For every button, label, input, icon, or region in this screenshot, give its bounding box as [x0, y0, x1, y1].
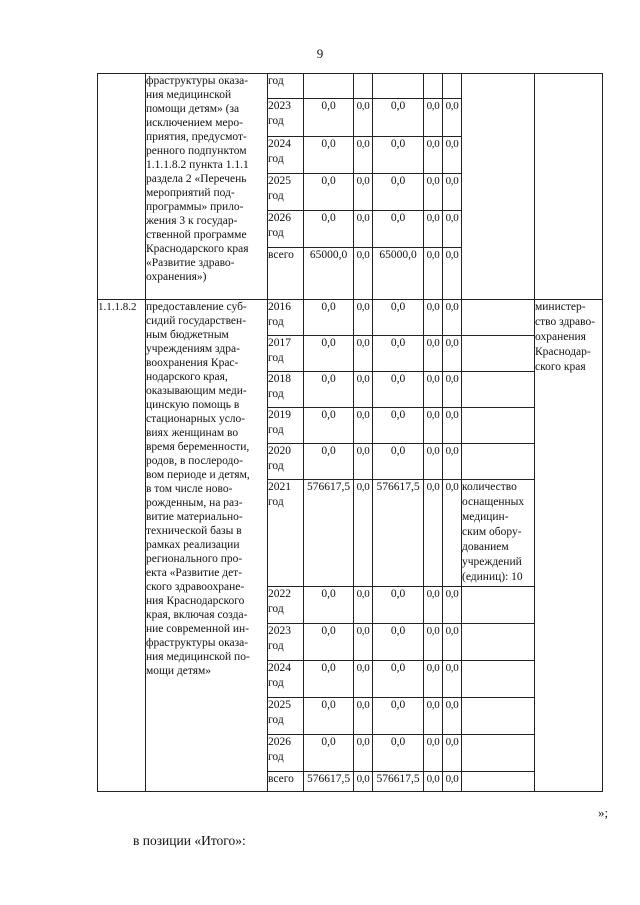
measure-name-line: мероприятий под-	[146, 187, 235, 199]
value-regional: 0,0	[373, 624, 424, 661]
measure-name-line: ным бюджетным	[146, 329, 229, 341]
year-cell: год	[268, 74, 304, 99]
result-cell	[462, 772, 535, 792]
value-regional: 576617,5	[373, 772, 424, 792]
result-indicator-line: медицин-	[462, 511, 509, 523]
measure-name-line: предоставление суб-	[146, 301, 247, 313]
measure-name-line: ственной программе	[146, 229, 247, 241]
measure-name-line: учреждениям здра-	[146, 343, 240, 355]
result-cell	[462, 372, 535, 408]
year-cell: 2017 год	[268, 336, 304, 372]
value-regional: 0,0	[373, 137, 424, 174]
value-regional: 0,0	[373, 444, 424, 480]
value-other: 0,0	[443, 248, 462, 300]
value-other: 0,0	[443, 772, 462, 792]
measure-name-line: фраструктуры оказа-	[146, 75, 249, 87]
measure-name-line: края, включая созда-	[146, 609, 248, 621]
value-other: 0,0	[443, 408, 462, 444]
year-cell: 2020 год	[268, 444, 304, 480]
measure-name-line: регионального про-	[146, 553, 243, 565]
value-regional: 0,0	[373, 408, 424, 444]
measure-name-line: жения 3 к государ-	[146, 215, 238, 227]
result-indicator-line: учреждений	[462, 556, 522, 568]
year-cell: 2021 год	[268, 480, 304, 587]
measure-name-line: сидий государствен-	[146, 315, 247, 327]
measure-name-line: программы» прило-	[146, 201, 244, 213]
value-total: 0,0	[304, 735, 354, 772]
value-total: 0,0	[304, 444, 354, 480]
result-cell	[462, 587, 535, 624]
value-federal: 0,0	[354, 248, 373, 300]
value-local: 0,0	[424, 444, 443, 480]
result-cell	[462, 735, 535, 772]
measure-name-line: ского здравоохране-	[146, 581, 245, 593]
value-total: 0,0	[304, 408, 354, 444]
value-federal: 0,0	[354, 372, 373, 408]
value-local: 0,0	[424, 698, 443, 735]
measure-name-line: мощи детям»	[146, 665, 212, 677]
value-federal: 0,0	[354, 211, 373, 248]
value-regional: 65000,0	[373, 248, 424, 300]
executor-line: ство здраво-	[535, 316, 596, 328]
year-cell: 2026 год	[268, 735, 304, 772]
value-total: 0,0	[304, 174, 354, 211]
value-local: 0,0	[424, 480, 443, 587]
value-federal: 0,0	[354, 480, 373, 587]
value-local: 0,0	[424, 300, 443, 336]
result-cell	[462, 336, 535, 372]
value-local: 0,0	[424, 372, 443, 408]
value-local: 0,0	[424, 408, 443, 444]
value-federal: 0,0	[354, 698, 373, 735]
value-total: 0,0	[304, 99, 354, 137]
value-total: 0,0	[304, 137, 354, 174]
value-federal: 0,0	[354, 624, 373, 661]
measure-name-line: родов, в послеродо-	[146, 455, 243, 467]
value-local	[424, 74, 443, 99]
value-local: 0,0	[424, 336, 443, 372]
value-local: 0,0	[424, 661, 443, 698]
measure-number: 1.1.1.8.2	[98, 300, 146, 792]
value-local: 0,0	[424, 137, 443, 174]
table-row	[98, 300, 603, 336]
year-cell: 2022 год	[268, 587, 304, 624]
value-total: 0,0	[304, 698, 354, 735]
value-federal: 0,0	[354, 99, 373, 137]
value-regional: 0,0	[373, 698, 424, 735]
program-table	[97, 73, 603, 792]
measure-name-line: цинскую помощь в	[146, 399, 240, 411]
measure-name-line: «Развитие здраво-	[146, 257, 235, 269]
value-federal: 0,0	[354, 444, 373, 480]
year-cell: 2019 год	[268, 408, 304, 444]
value-federal: 0,0	[354, 137, 373, 174]
value-federal: 0,0	[354, 661, 373, 698]
value-total: 0,0	[304, 372, 354, 408]
value-other: 0,0	[443, 587, 462, 624]
value-other	[443, 74, 462, 99]
value-total	[304, 74, 354, 99]
result-indicator	[462, 480, 535, 587]
measure-name-line: ния Краснодарского	[146, 595, 245, 607]
value-other: 0,0	[443, 444, 462, 480]
result-indicator-line: ским обору-	[462, 526, 522, 538]
measure-name-line: 1.1.1.8.2 пункта 1.1.1	[146, 159, 249, 171]
result-cell	[462, 408, 535, 444]
measure-name-line: екта «Развитие дет-	[146, 567, 243, 579]
executor-line: ского края	[535, 361, 586, 373]
value-federal: 0,0	[354, 408, 373, 444]
year-cell: 2023 год	[268, 624, 304, 661]
result-cell	[462, 661, 535, 698]
measure-name-line: ренного подпунктом	[146, 145, 247, 157]
value-total: 0,0	[304, 211, 354, 248]
value-federal: 0,0	[354, 772, 373, 792]
measure-number	[98, 74, 146, 300]
value-local: 0,0	[424, 772, 443, 792]
year-cell: 2018 год	[268, 372, 304, 408]
measure-name-line: Краснодарского края	[146, 243, 249, 255]
result-cell	[462, 698, 535, 735]
value-other: 0,0	[443, 336, 462, 372]
measure-name-line: вом периоде и детям,	[146, 469, 250, 481]
executor-line: министер-	[535, 301, 586, 313]
year-cell: 2025 год	[268, 698, 304, 735]
measure-name-line: рамках реализации	[146, 539, 240, 551]
value-local: 0,0	[424, 174, 443, 211]
result-cell	[462, 74, 535, 300]
value-other: 0,0	[443, 698, 462, 735]
value-regional: 0,0	[373, 735, 424, 772]
value-regional: 576617,5	[373, 480, 424, 587]
year-cell: 2026 год	[268, 211, 304, 248]
measure-name	[146, 300, 268, 792]
measure-name-line: ния медицинской по-	[146, 651, 250, 663]
value-total: 0,0	[304, 624, 354, 661]
year-cell: всего	[268, 248, 304, 300]
value-federal: 0,0	[354, 174, 373, 211]
value-total: 0,0	[304, 661, 354, 698]
value-regional: 0,0	[373, 372, 424, 408]
executor	[535, 300, 603, 792]
value-total: 0,0	[304, 336, 354, 372]
measure-name-line: нодарского края,	[146, 371, 228, 383]
value-other: 0,0	[443, 624, 462, 661]
measure-name-line: исключением меро-	[146, 117, 243, 129]
value-federal: 0,0	[354, 336, 373, 372]
value-total: 576617,5	[304, 772, 354, 792]
value-other: 0,0	[443, 372, 462, 408]
value-federal: 0,0	[354, 735, 373, 772]
value-federal	[354, 74, 373, 99]
measure-name-line: раздела 2 «Перечень	[146, 173, 247, 185]
value-regional: 0,0	[373, 99, 424, 137]
result-cell	[462, 624, 535, 661]
page-number: 9	[316, 46, 324, 61]
measure-name-line: виях женщинам во	[146, 427, 239, 439]
measure-name-line: фраструктуры оказа-	[146, 637, 249, 649]
end-quote-mark: »;	[598, 805, 609, 820]
value-total: 0,0	[304, 300, 354, 336]
value-other: 0,0	[443, 735, 462, 772]
measure-name	[146, 74, 268, 300]
value-local: 0,0	[424, 99, 443, 137]
value-regional: 0,0	[373, 300, 424, 336]
year-cell: 2025 год	[268, 174, 304, 211]
value-other: 0,0	[443, 174, 462, 211]
value-regional: 0,0	[373, 661, 424, 698]
measure-name-line: воохранения Крас-	[146, 357, 239, 369]
executor-cell	[535, 74, 603, 300]
measure-name-line: технической базы в	[146, 525, 242, 537]
result-indicator-line: (единиц): 10	[462, 571, 523, 583]
footer-text: в позиции «Итого»:	[133, 833, 246, 848]
year-cell: всего	[268, 772, 304, 792]
result-cell	[462, 444, 535, 480]
value-local: 0,0	[424, 248, 443, 300]
value-local: 0,0	[424, 624, 443, 661]
measure-name-line: помощи детям» (за	[146, 103, 240, 115]
table-row	[98, 74, 603, 99]
value-total: 576617,5	[304, 480, 354, 587]
result-cell	[462, 300, 535, 336]
value-regional: 0,0	[373, 174, 424, 211]
value-other: 0,0	[443, 99, 462, 137]
value-other: 0,0	[443, 480, 462, 587]
result-indicator-line: количество	[462, 481, 517, 493]
measure-name-line: ние современной ин-	[146, 623, 250, 635]
value-regional	[373, 74, 424, 99]
measure-name-line: приятия, предусмот-	[146, 131, 247, 143]
value-regional: 0,0	[373, 587, 424, 624]
value-regional: 0,0	[373, 336, 424, 372]
executor-line: охранения	[535, 331, 586, 343]
result-indicator-line: дованием	[462, 541, 509, 553]
measure-name-line: витие материально-	[146, 511, 243, 523]
value-local: 0,0	[424, 735, 443, 772]
measure-name-line: время беременности,	[146, 441, 250, 453]
value-other: 0,0	[443, 137, 462, 174]
year-cell: 2023 год	[268, 99, 304, 137]
measure-name-line: ния медицинской	[146, 89, 232, 101]
value-total: 0,0	[304, 587, 354, 624]
measure-name-line: в том числе ново-	[146, 483, 233, 495]
measure-name-line: охранения»)	[146, 271, 207, 283]
value-other: 0,0	[443, 300, 462, 336]
executor-line: Краснодар-	[535, 346, 591, 358]
year-cell: 2024 год	[268, 661, 304, 698]
value-local: 0,0	[424, 587, 443, 624]
value-other: 0,0	[443, 211, 462, 248]
value-other: 0,0	[443, 661, 462, 698]
result-indicator-line: оснащенных	[462, 496, 525, 508]
year-cell: 2016 год	[268, 300, 304, 336]
value-federal: 0,0	[354, 300, 373, 336]
value-local: 0,0	[424, 211, 443, 248]
value-federal: 0,0	[354, 587, 373, 624]
measure-name-line: оказывающим меди-	[146, 385, 247, 397]
value-total: 65000,0	[304, 248, 354, 300]
measure-name-line: стационарных усло-	[146, 413, 246, 425]
year-cell: 2024 год	[268, 137, 304, 174]
measure-name-line: рожденным, на раз-	[146, 497, 243, 509]
value-regional: 0,0	[373, 211, 424, 248]
